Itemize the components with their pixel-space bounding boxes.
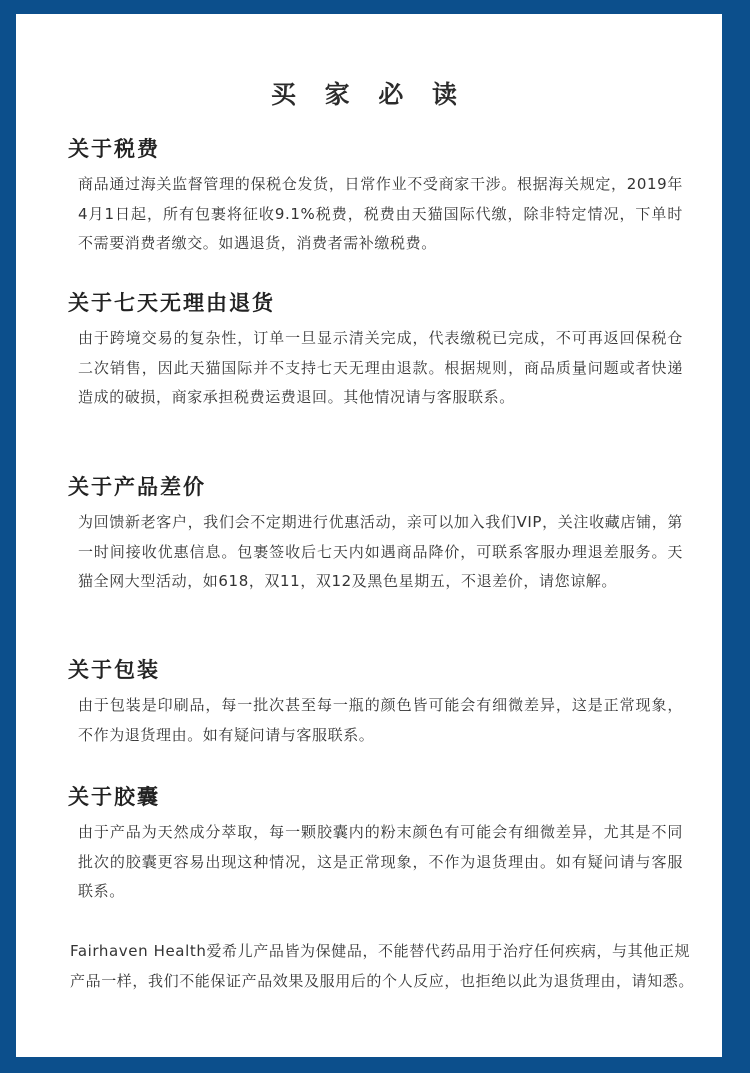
section-body: 由于包装是印刷品，每一批次甚至每一瓶的颜色皆可能会有细微差异，这是正常现象，不作为退货理由。如有疑问请与客服联系。 xyxy=(78,696,683,744)
section-body: 由于跨境交易的复杂性，订单一旦显示清关完成，代表缴税已完成，不可再返回保税仓二次销售，因此天猫国际并不支持七天无理由退款。根据规则，商品质量问题或者快递造成的破损，商家承担税费运费退回。其他情况请与客服联系。 xyxy=(78,329,683,406)
section-returns xyxy=(68,288,688,413)
section-capsules xyxy=(68,782,688,907)
section-heading: 关于胶囊 xyxy=(68,785,160,809)
section-heading: 关于税费 xyxy=(68,137,160,161)
section-packaging xyxy=(68,655,688,750)
notice-panel xyxy=(16,14,722,1057)
section-heading: 关于包装 xyxy=(68,658,160,682)
page-title: 买 家 必 读 xyxy=(270,79,468,109)
section-body: 为回馈新老客户，我们会不定期进行优惠活动，亲可以加入我们VIP，关注收藏店铺，第一时间接收优惠信息。包裹签收后七天内如遇商品降价，可联系客服办理退差服务。天猫全网大型活动，如618，双11，双12及黑色星期五，不退差价，请您谅解。 xyxy=(78,513,683,590)
section-heading: 关于产品差价 xyxy=(68,475,206,499)
section-body: 商品通过海关监督管理的保税仓发货，日常作业不受商家干涉。根据海关规定，2019年4月1日起，所有包裹将征收9.1%税费，税费由天猫国际代缴，除非特定情况，下单时不需要消费者缴交。如遇退货，消费者需补缴税费。 xyxy=(78,175,683,252)
disclaimer-text: Fairhaven Health爱希儿产品皆为保健品，不能替代药品用于治疗任何疾病，与其他正规产品一样，我们不能保证产品效果及服用后的个人反应，也拒绝以此为退货理由，请知悉。 xyxy=(70,942,695,990)
section-heading: 关于七天无理由退货 xyxy=(68,291,275,315)
section-tax xyxy=(68,134,688,259)
section-price-difference xyxy=(68,472,688,597)
section-body: 由于产品为天然成分萃取，每一颗胶囊内的粉末颜色有可能会有细微差异，尤其是不同批次的胶囊更容易出现这种情况，这是正常现象，不作为退货理由。如有疑问请与客服联系。 xyxy=(78,823,683,900)
